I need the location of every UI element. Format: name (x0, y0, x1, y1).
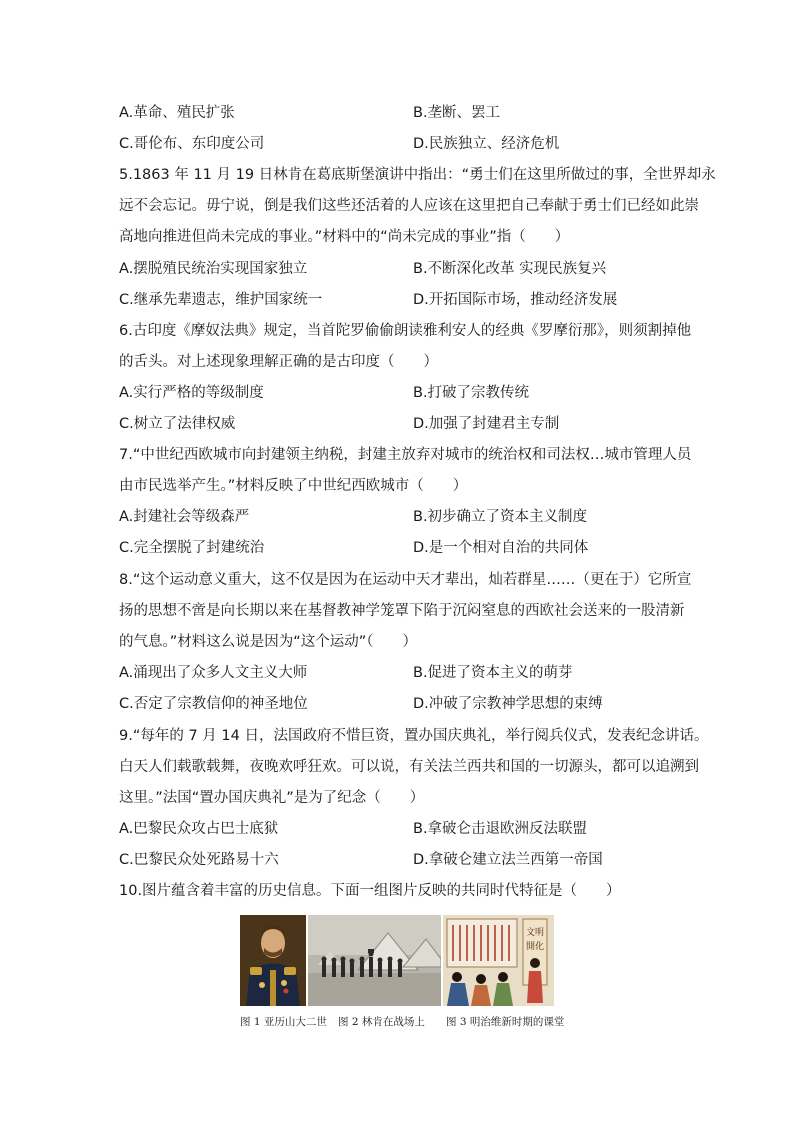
q6-option-d: D.加强了封建君主专制 (413, 416, 560, 432)
q4-option-d: D.民族独立、经济危机 (413, 136, 560, 152)
q5-stem-line-3: 高地向推进但尚未完成的事业。”材料中的“尚未完成的事业”指（ ） (119, 229, 570, 245)
q8-option-d: D.冲破了宗教神学思想的束缚 (413, 696, 603, 712)
q4-option-a: A.革命、殖民扩张 (119, 105, 235, 121)
q7-stem-line-2: 由市民选举产生。”材料反映了中世纪西欧城市（ ） (119, 478, 468, 494)
q9-option-c: C.巴黎民众处死路易十六 (119, 852, 279, 868)
q5-stem-line-2: 远不会忘记。毋宁说，倒是我们这些还活着的人应该在这里把自己奉献于勇士们已经如此崇 (119, 198, 699, 214)
q7-option-a: A.封建社会等级森严 (119, 509, 250, 525)
q4-option-b: B.垄断、罢工 (413, 105, 501, 121)
q5-option-d: D.开拓国际市场，推动经济发展 (413, 292, 618, 308)
q9-option-d: D.拿破仑建立法兰西第一帝国 (413, 852, 603, 868)
q8-stem-line-2: 扬的思想不啻是向长期以来在基督教神学笼罩下陷于沉闷窒息的西欧社会送来的一股清新 (119, 603, 685, 619)
q5-option-a: A.摆脱殖民统治实现国家独立 (119, 261, 308, 277)
q5-option-b: B.不断深化改革 实现民族复兴 (413, 261, 607, 277)
q8-option-a: A.涌现出了众多人文主义大师 (119, 665, 308, 681)
q6-option-a: A.实行严格的等级制度 (119, 385, 264, 401)
q9-option-a: A.巴黎民众攻占巴士底狱 (119, 821, 279, 837)
q9-stem-line-1: 9.“每年的 7 月 14 日，法国政府不惜巨资，置办国庆典礼，举行阅兵仪式，发表纪念讲话。 (119, 728, 709, 744)
q6-stem-line-1: 6.古印度《摩奴法典》规定，当首陀罗偷偷朗读雅利安人的经典《罗摩衍那》，则须割掉他 (119, 323, 692, 339)
q9-stem-line-2: 白天人们载歌载舞，夜晚欢呼狂欢。可以说，有关法兰西共和国的一切源头，都可以追溯到 (119, 759, 699, 775)
q8-option-b: B.促进了资本主义的萌芽 (413, 665, 573, 681)
q6-stem-line-2: 的舌头。对上述现象理解正确的是古印度（ ） (119, 354, 438, 370)
q8-option-c: C.否定了宗教信仰的神圣地位 (119, 696, 308, 712)
figure-3-caption: 图 3 明治维新时期的课堂 (446, 1016, 565, 1028)
q7-stem-line-1: 7.“中世纪西欧城市向封建领主纳税，封建主放弃对城市的统治权和司法权…城市管理人员 (119, 447, 692, 463)
poster-text-1: 文明 (525, 928, 545, 938)
q9-stem-line-3: 这里。”法国“置办国庆典礼”是为了纪念（ ） (119, 790, 425, 806)
q6-option-c: C.树立了法律权威 (119, 416, 236, 432)
q5-stem-line-1: 5.1863 年 11 月 19 日林肯在葛底斯堡演讲中指出：“勇士们在这里所做过的事，全世界却永 (119, 167, 716, 183)
q6-option-b: B.打破了宗教传统 (413, 385, 530, 401)
q8-stem-line-1: 8.“这个运动意义重大，这不仅是因为在运动中天才辈出，灿若群星……（更在于）它所宣 (119, 572, 692, 588)
poster-text-2: 開化 (525, 942, 545, 952)
q8-stem-line-3: 的气息。”材料这么说是因为“这个运动”（ ） (119, 634, 418, 650)
q4-option-c: C.哥伦布、东印度公司 (119, 136, 265, 152)
figure-1-portrait (240, 915, 306, 1006)
figure-1-caption: 图 1 亚历山大二世 (240, 1016, 327, 1028)
figure-2-caption: 图 2 林肯在战场上 (338, 1016, 425, 1028)
q10-stem: 10.图片蕴含着丰富的历史信息。下面一组图片反映的共同时代特征是（ ） (119, 883, 621, 899)
figure-2-battlefield-photo (308, 915, 441, 1006)
q10-figure-group (240, 915, 554, 1006)
q9-option-b: B.拿破仑击退欧洲反法联盟 (413, 821, 588, 837)
q7-option-d: D.是一个相对自治的共同体 (413, 540, 589, 556)
q7-option-c: C.完全摆脱了封建统治 (119, 540, 265, 556)
q5-option-c: C.继承先辈遗志，维护国家统一 (119, 292, 323, 308)
figure-3-meiji-classroom (443, 915, 554, 1006)
q7-option-b: B.初步确立了资本主义制度 (413, 509, 588, 525)
